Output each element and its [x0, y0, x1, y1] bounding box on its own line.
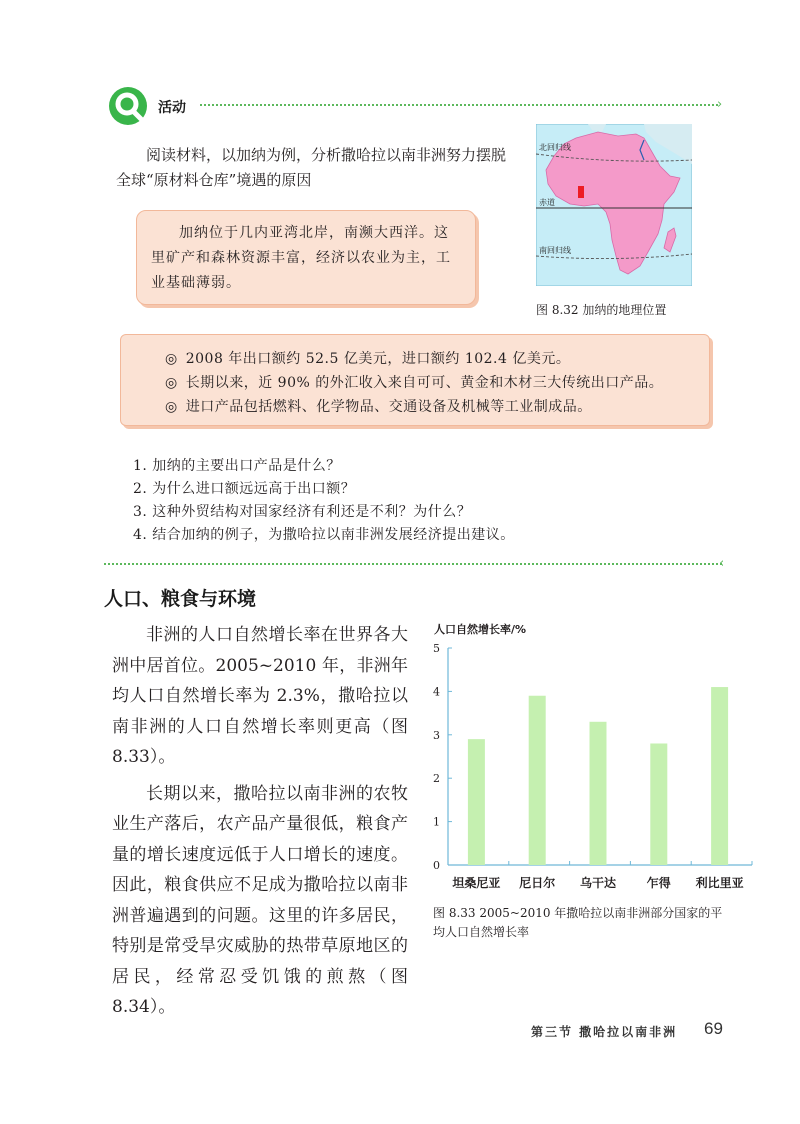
activity-questions: [133, 455, 515, 547]
label-equator: 赤道: [539, 198, 555, 207]
fact-item: ◎ 2008 年出口额约 52.5 亿美元，进口额约 102.4 亿美元。: [165, 351, 571, 367]
growth-rate-chart: [418, 618, 758, 898]
y-tick-label: 0: [433, 859, 440, 872]
magnifier-activity-icon: [108, 86, 148, 126]
body-paragraph: 长期以来，撒哈拉以南非洲的农牧业生产落后，农产品产量很低，粮食产量的增长速度远低于人口增长的速度。因此，粮食供应不足成为撒哈拉以南非洲普遍遇到的问题。这里的许多居民，特别是常受旱灾威胁的热带草原地区的居民，经常忍受饥饿的煎熬（图 8.34）。: [112, 783, 408, 1017]
bullet-icon: ◎: [165, 375, 178, 391]
x-tick-label: 尼日尔: [519, 876, 556, 890]
chart-ylabel: 人口自然增长率/%: [434, 623, 527, 636]
label-tropic-north: 北回归线: [539, 143, 571, 152]
y-tick-label: 1: [433, 815, 440, 829]
x-tick-label: 乍得: [646, 876, 671, 890]
ghana-location-map: [536, 124, 692, 286]
activity-title: 活动: [158, 100, 186, 116]
y-tick-label: 2: [433, 772, 440, 786]
question-item: 1. 加纳的主要出口产品是什么？: [133, 458, 341, 474]
ghana-overview-note: [136, 210, 476, 305]
bar-坦桑尼亚: [468, 739, 485, 865]
activity-intro: 阅读材料，以加纳为例，分析撒哈拉以南非洲努力摆脱全球“原材料仓库”境遇的原因: [116, 146, 507, 189]
body-paragraph: 非洲的人口自然增长率在世界各大洲中居首位。2005~2010 年，非洲年均人口自然增长率为 2.3%，撒哈拉以南非洲的人口自然增长率则更高（图 8.33）。: [112, 625, 408, 767]
ghana-highlight: [578, 186, 584, 198]
bar-乍得: [650, 743, 667, 865]
y-tick-label: 4: [433, 685, 440, 699]
x-tick-label: 坦桑尼亚: [452, 876, 501, 890]
chart-caption: 图 8.33 2005~2010 年撒哈拉以南非洲部分国家的平均人口自然增长率: [433, 906, 723, 939]
question-item: 4. 结合加纳的例子，为撒哈拉以南非洲发展经济提出建议。: [133, 527, 515, 543]
fact-item: ◎ 长期以来，近 90% 的外汇收入来自可可、黄金和木材三大传统出口产品。: [165, 375, 664, 391]
label-tropic-south: 南回归线: [539, 246, 571, 255]
y-tick-label: 5: [433, 642, 440, 655]
bar-利比里亚: [711, 687, 728, 865]
trade-facts-note: [120, 334, 710, 426]
chart-yticks: [433, 642, 452, 872]
arrow-left-icon: ‹: [719, 556, 725, 571]
bullet-icon: ◎: [165, 351, 178, 367]
activity-end-divider: [104, 563, 722, 565]
map-caption: 图 8.32 加纳的地理位置: [536, 303, 667, 317]
activity-divider: [200, 104, 718, 106]
y-tick-label: 3: [433, 728, 440, 742]
note1-text: 加纳位于几内亚湾北岸，南濒大西洋。这里矿产和森林资源丰富，经济以农业为主，工业基础薄弱。: [151, 225, 451, 291]
x-tick-label: 利比里亚: [695, 876, 744, 890]
bar-乌干达: [590, 722, 607, 865]
chart-bars: [468, 687, 728, 865]
x-tick-label: 乌干达: [579, 876, 617, 890]
section-body: [112, 620, 408, 1023]
section-title: 人口、粮食与环境: [104, 588, 257, 610]
footer-section-title: 第三节 撒哈拉以南非洲: [531, 1025, 678, 1039]
bullet-icon: ◎: [165, 399, 178, 415]
fact-item: ◎ 进口产品包括燃料、化学物品、交通设备及机械等工业制成品。: [165, 399, 592, 415]
bar-尼日尔: [529, 696, 546, 865]
question-item: 2. 为什么进口额远远高于出口额？: [133, 481, 356, 497]
page-number: 69: [704, 1019, 723, 1038]
question-item: 3. 这种外贸结构对国家经济有利还是不利？为什么？: [133, 504, 472, 520]
arrow-right-icon: ›: [717, 97, 723, 112]
